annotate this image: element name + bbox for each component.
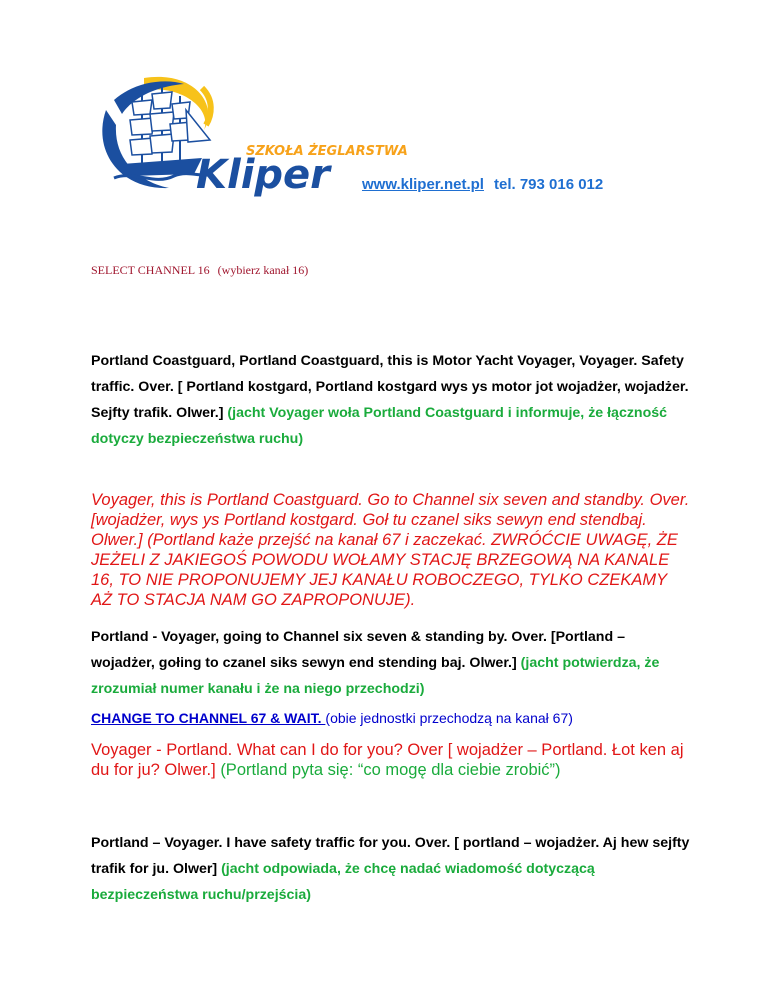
coastguard-reply-paragraph: [91, 490, 691, 610]
call-paragraph: [91, 348, 691, 452]
select-channel-command: SELECT CHANNEL 16: [91, 263, 210, 277]
call-text: Portland Coastguard, Portland Coastguard, this is Motor Yacht Voyager, Voyager. Safety traffic. Over. [ Portland kostgard, Portland kostgard wys ys motor jot wojadżer, wojadżer. Sejfty trafik. Olwer.]: [91, 353, 689, 421]
kliper-logo: [84, 70, 408, 200]
portland-question-text: Voyager - Portland. What can I do for you? Over [ wojadżer – Portland. Łot ken aj du for ju? Olwer.]: [91, 741, 684, 779]
safety-traffic-text: Portland – Voyager. I have safety traffic for you. Over. [ portland – wojadżer. Aj hew sejfty trafik for ju. Olwer]: [91, 835, 690, 877]
portland-question-paragraph: [91, 740, 691, 780]
acknowledge-paragraph: [91, 624, 691, 702]
safety-traffic-paragraph: [91, 830, 691, 908]
school-name-text: SZKOŁA ŻEGLARSTWA: [246, 144, 408, 159]
select-channel-heading: [91, 263, 308, 278]
acknowledge-note: (jacht potwierdza, że zrozumiał numer kanału i że na niego przechodzi): [91, 655, 660, 697]
select-channel-note: (wybierz kanał 16): [217, 263, 309, 277]
ship-logo-icon: [84, 70, 408, 200]
safety-traffic-note: (jacht odpowiada, że chcę nadać wiadomość dotyczącą bezpieczeństwa ruchu/przejścia): [91, 861, 595, 903]
website-link[interactable]: www.kliper.net.pl: [362, 176, 484, 193]
call-note: (jacht Voyager woła Portland Coastguard i informuje, że łączność dotyczy bezpieczeństwa ruchu): [91, 405, 668, 447]
change-channel-note: (obie jednostki przechodzą na kanał 67): [325, 710, 573, 726]
change-channel-line: [91, 710, 691, 726]
contact-line: [362, 176, 603, 193]
coastguard-reply-text: Voyager, this is Portland Coastguard. Go to Channel six seven and standby. Over. [wojadżer, wys ys Portland kostgard. Goł tu czanel siks sewyn end stendbaj. Olwer.] (Portland każe przejść na kanał 67 i zaczekać. ZWRÓĆCIE UWAGĘ, ŻE JEŻELI Z JAKIEGOŚ POWODU WOŁAMY STACJĘ BRZEGOWĄ NA KANALE 16, TO NIE PROPONUJEMY JEJ KANAŁU ROBOCZEGO, TYLKO CZEKAMY AŻ TO STACJA NAM GO ZAPROPONUJE).: [91, 491, 690, 609]
brand-name-text: Kliper: [196, 152, 330, 198]
phone-number: tel. 793 016 012: [493, 176, 604, 193]
portland-question-note: (Portland pyta się: “co mogę dla ciebie zrobić”): [220, 761, 561, 779]
acknowledge-text: Portland - Voyager, going to Channel six seven & standing by. Over. [Portland – wojadżer, gołing to czanel siks sewyn end stending baj. Olwer.]: [91, 629, 625, 671]
change-channel-command: CHANGE TO CHANNEL 67 & WAIT.: [91, 710, 326, 726]
